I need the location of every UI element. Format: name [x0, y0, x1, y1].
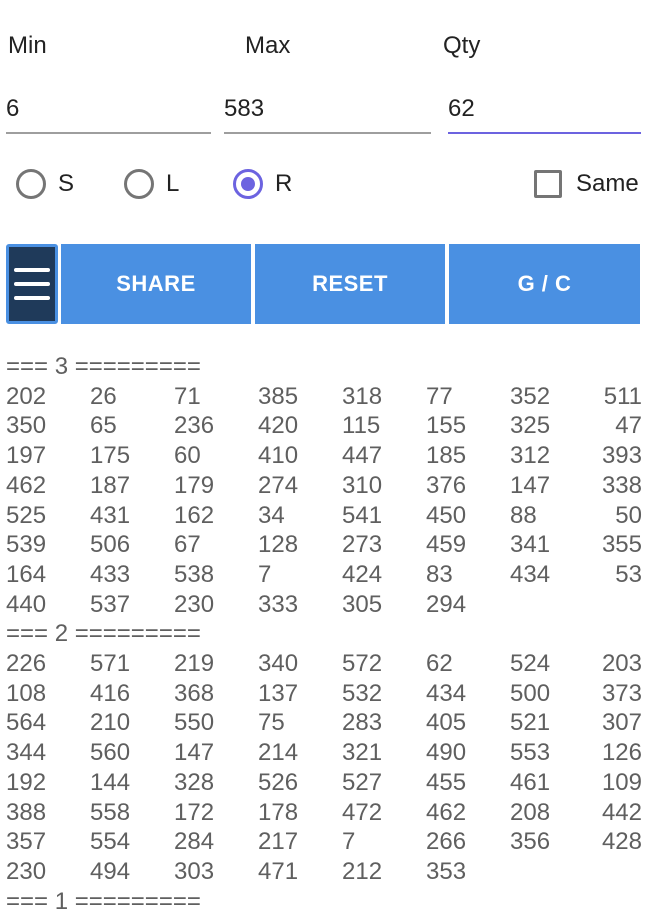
- radio-label-s: S: [58, 170, 75, 197]
- number-cell: 67: [174, 531, 201, 559]
- number-cell: 355: [601, 531, 642, 559]
- number-cell: [594, 857, 642, 887]
- number-cell: 353: [426, 857, 467, 885]
- menu-button[interactable]: [6, 244, 58, 324]
- number-row: [6, 560, 642, 590]
- number-cell: 230: [174, 590, 215, 618]
- number-cell: 393: [601, 442, 642, 470]
- number-cell: [510, 590, 594, 620]
- number-cell: 53: [615, 560, 642, 588]
- number-cell: 108: [6, 679, 47, 707]
- number-cell: 405: [426, 709, 467, 737]
- number-cell: 416: [90, 679, 131, 707]
- number-cell: 266: [426, 828, 467, 856]
- number-cell: 341: [510, 531, 551, 559]
- same-checkbox-option[interactable]: [534, 166, 639, 202]
- number-cell: 521: [510, 709, 551, 737]
- number-row: [6, 590, 642, 620]
- number-cell: 455: [426, 768, 467, 796]
- results-block-3: [6, 382, 642, 620]
- radio-option-r[interactable]: [233, 166, 292, 202]
- number-cell: 410: [258, 442, 299, 470]
- number-row: [6, 679, 642, 709]
- number-cell: 155: [426, 412, 467, 440]
- number-cell: 431: [90, 501, 131, 529]
- number-cell: 472: [342, 798, 383, 826]
- number-cell: 352: [510, 382, 551, 410]
- number-row: [6, 530, 642, 560]
- number-cell: 434: [510, 560, 551, 588]
- number-cell: 440: [6, 590, 47, 618]
- number-cell: 219: [174, 650, 215, 678]
- number-cell: 307: [601, 709, 642, 737]
- number-cell: 539: [6, 531, 47, 559]
- number-cell: 212: [342, 857, 383, 885]
- number-cell: 236: [174, 412, 215, 440]
- number-cell: 357: [6, 828, 47, 856]
- number-cell: 164: [6, 560, 47, 588]
- block-separator: === 2 =========: [6, 620, 201, 648]
- number-cell: 303: [174, 857, 215, 885]
- number-cell: 558: [90, 798, 131, 826]
- number-row: [6, 768, 642, 798]
- number-cell: 60: [174, 442, 201, 470]
- number-cell: 77: [426, 382, 453, 410]
- number-cell: 172: [174, 798, 215, 826]
- number-cell: 447: [342, 442, 383, 470]
- number-cell: 462: [426, 798, 467, 826]
- block-separator: === 1 =========: [6, 887, 201, 915]
- number-cell: 340: [258, 650, 299, 678]
- block-separator: === 3 =========: [6, 353, 201, 380]
- number-cell: 185: [426, 442, 467, 470]
- number-cell: 333: [258, 590, 299, 618]
- qty-label: Qty: [443, 32, 481, 59]
- number-cell: 428: [601, 828, 642, 856]
- number-cell: 305: [342, 590, 383, 618]
- number-cell: 368: [174, 679, 215, 707]
- number-row: [6, 857, 642, 887]
- number-cell: 109: [601, 768, 642, 796]
- number-cell: 126: [601, 739, 642, 767]
- number-row: [6, 501, 642, 531]
- number-cell: 7: [258, 560, 272, 588]
- number-cell: 217: [258, 828, 299, 856]
- number-cell: 420: [258, 412, 299, 440]
- qty-input[interactable]: [448, 86, 641, 134]
- number-cell: 88: [510, 501, 537, 529]
- number-cell: 34: [258, 501, 285, 529]
- number-cell: 83: [426, 560, 453, 588]
- number-cell: 137: [258, 679, 299, 707]
- radio-label-r: R: [275, 170, 293, 197]
- results-block-2: [6, 649, 642, 887]
- number-cell: 373: [601, 679, 642, 707]
- min-input[interactable]: [6, 86, 211, 134]
- number-cell: 450: [426, 501, 467, 529]
- number-cell: [510, 857, 594, 887]
- number-cell: 50: [615, 501, 642, 529]
- number-cell: 532: [342, 679, 383, 707]
- number-cell: 506: [90, 531, 131, 559]
- number-cell: 312: [510, 442, 551, 470]
- number-cell: 115: [342, 412, 381, 440]
- number-cell: 202: [6, 382, 47, 410]
- number-cell: 325: [510, 412, 551, 440]
- number-cell: 550: [174, 709, 215, 737]
- number-cell: 283: [342, 709, 383, 737]
- number-cell: 128: [258, 531, 299, 559]
- number-row: [6, 798, 642, 828]
- number-cell: 356: [510, 828, 551, 856]
- number-cell: 178: [258, 798, 299, 826]
- number-cell: 273: [342, 531, 383, 559]
- number-cell: 494: [90, 857, 131, 885]
- reset-button[interactable]: RESET: [255, 244, 445, 324]
- number-row: [6, 649, 642, 679]
- number-cell: 230: [6, 857, 47, 885]
- number-cell: 462: [6, 471, 47, 499]
- number-cell: 471: [258, 857, 299, 885]
- number-cell: 554: [90, 828, 131, 856]
- results-list: [6, 352, 642, 916]
- number-cell: 385: [258, 382, 299, 410]
- number-cell: 560: [90, 739, 131, 767]
- same-label: Same: [576, 170, 639, 197]
- number-cell: 388: [6, 798, 47, 826]
- number-cell: 350: [6, 412, 47, 440]
- radio-button-icon[interactable]: [16, 169, 46, 199]
- number-cell: 571: [90, 650, 131, 678]
- number-cell: 461: [510, 768, 551, 796]
- number-cell: 192: [6, 768, 47, 796]
- max-input[interactable]: [224, 86, 431, 134]
- number-cell: 318: [342, 382, 383, 410]
- number-row: [6, 738, 642, 768]
- max-label: Max: [245, 32, 291, 59]
- number-cell: 344: [6, 739, 47, 767]
- number-cell: 162: [174, 501, 215, 529]
- radio-button-icon[interactable]: [124, 169, 154, 199]
- number-cell: 553: [510, 739, 551, 767]
- number-cell: 424: [342, 560, 383, 588]
- number-row: [6, 382, 642, 412]
- number-cell: 62: [426, 650, 453, 678]
- number-cell: 144: [90, 768, 131, 796]
- number-cell: 524: [510, 650, 551, 678]
- number-cell: 175: [90, 442, 131, 470]
- number-cell: 187: [90, 471, 131, 499]
- number-cell: 525: [6, 501, 47, 529]
- number-cell: 210: [90, 709, 131, 737]
- number-cell: 433: [90, 560, 131, 588]
- number-cell: 7: [342, 828, 356, 856]
- number-cell: 500: [510, 679, 551, 707]
- number-cell: 564: [6, 709, 47, 737]
- number-row: [6, 411, 642, 441]
- radio-option-l[interactable]: [124, 166, 179, 202]
- number-row: [6, 441, 642, 471]
- number-cell: 572: [342, 650, 383, 678]
- number-cell: 294: [426, 590, 467, 618]
- number-cell: 214: [258, 739, 299, 767]
- number-cell: 197: [6, 442, 47, 470]
- number-row: [6, 827, 642, 857]
- number-cell: [594, 590, 642, 620]
- number-cell: 75: [258, 709, 285, 737]
- number-cell: 310: [342, 471, 383, 499]
- number-cell: 459: [426, 531, 467, 559]
- min-label: Min: [8, 32, 47, 59]
- number-cell: 321: [342, 739, 383, 767]
- number-cell: 179: [174, 471, 215, 499]
- checkbox-icon[interactable]: [534, 170, 562, 198]
- radio-option-s[interactable]: [16, 166, 74, 202]
- number-cell: 274: [258, 471, 299, 499]
- hamburger-icon: [14, 268, 50, 272]
- number-cell: 208: [510, 798, 551, 826]
- number-cell: 71: [174, 382, 201, 410]
- number-cell: 434: [426, 679, 467, 707]
- number-cell: 338: [601, 471, 642, 499]
- number-cell: 65: [90, 412, 117, 440]
- gc-button[interactable]: G / C: [449, 244, 640, 324]
- number-cell: 537: [90, 590, 131, 618]
- number-cell: 203: [601, 650, 642, 678]
- number-cell: 538: [174, 560, 215, 588]
- number-cell: 526: [258, 768, 299, 796]
- number-cell: 541: [342, 501, 383, 529]
- number-cell: 47: [615, 412, 642, 440]
- number-cell: 226: [6, 650, 47, 678]
- number-cell: 328: [174, 768, 215, 796]
- number-cell: 284: [174, 828, 215, 856]
- number-row: [6, 471, 642, 501]
- radio-label-l: L: [166, 170, 180, 197]
- number-cell: 147: [174, 739, 215, 767]
- number-cell: 527: [342, 768, 383, 796]
- number-row: [6, 708, 642, 738]
- number-cell: 376: [426, 471, 467, 499]
- number-cell: 490: [426, 739, 467, 767]
- number-cell: 26: [90, 382, 117, 410]
- number-cell: 511: [603, 382, 642, 410]
- share-button[interactable]: SHARE: [61, 244, 251, 324]
- radio-button-checked-icon[interactable]: [233, 169, 263, 199]
- number-cell: 442: [601, 798, 642, 826]
- number-cell: 147: [510, 471, 551, 499]
